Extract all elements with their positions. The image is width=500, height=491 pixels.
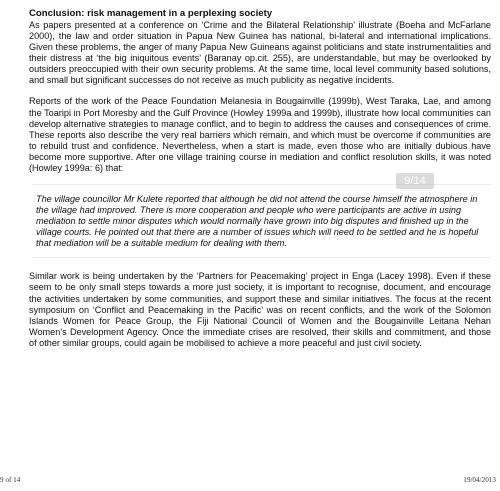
paragraph-2: Reports of the work of the Peace Foundation Melanesia in Bougainville (1999b), West Taraka, Lae, and among the Toaripi in Port Moresby and the Gulf Province (Howley 1999a and 1999b), illustrate how local communities can develop alternative strategies to manage conflict, and to begin to address the causes and consequences of crime. These reports also describe the very real barriers which remain, and which must be overcome if communities are to rebuild trust and confidence. Nevertheless, when a start is made, even those who are initially dubious have become more supportive. After one village training course in mediation and conflict resolution skills, it was noted (Howley 1999a: 6) that: xyxy=(29,96,491,174)
section-heading: Conclusion: risk management in a perplexing society xyxy=(29,8,273,19)
footer-date: 19/04/2013 xyxy=(463,476,496,484)
paragraph-1: As papers presented at a conference on ‘Crime and the Bilateral Relationship’ illustrate (Boeha and McFarlane 2000), the law and order situation in Papua New Guinea has national, bi-lateral and international implications. Given these problems, the anger of many Papua New Guineans against politicians and state instrumentalities and their distress at ‘the big iniquitous events’ (Baranay op.cit. 255), are understandable, but may be overlooked by outsiders preoccupied with their own security problems. At the same time, local level community based solutions, and small but significant successes do not receive as much publicity as negative incidents. xyxy=(29,19,491,86)
block-quote: The village councillor Mr Kulete reported that although he did not attend the course himself the atmosphere in the village had improved. There is more cooperation and people who were participants are active in using mediation to settle minor disputes which would normally have grown into big disputes and finished up in the village courts. He pointed out that there are a number of issues which will need to be settled and he is hopeful that mediation will be a suitable medium for dealing with them. xyxy=(32,184,491,259)
paragraph-3: Similar work is being undertaken by the ‘Partners for Peacemaking’ project in Enga (Lacey 1998). Even if these seem to be only small steps towards a more just society, it is important to recognise, document, and encourage the activities undertaken by some communities, and support these and similar initiatives. The focus at the recent symposium on ‘Conflict and Peacemaking in the Pacific’ was on recent conflicts, and the work of the Solomon Islands Women for Peace Group, the Fiji National Council of Women and the Bougainville Leitana Nehan Women’s Development Agency. Once the immediate crises are resolved, their skills and commitment, and those of other similar groups, could again be mobilised to achieve a more peaceful and just civil society. xyxy=(29,271,491,349)
footer-page-label: 9 of 14 xyxy=(0,476,21,484)
page-indicator-badge: 9/14 xyxy=(396,173,434,189)
